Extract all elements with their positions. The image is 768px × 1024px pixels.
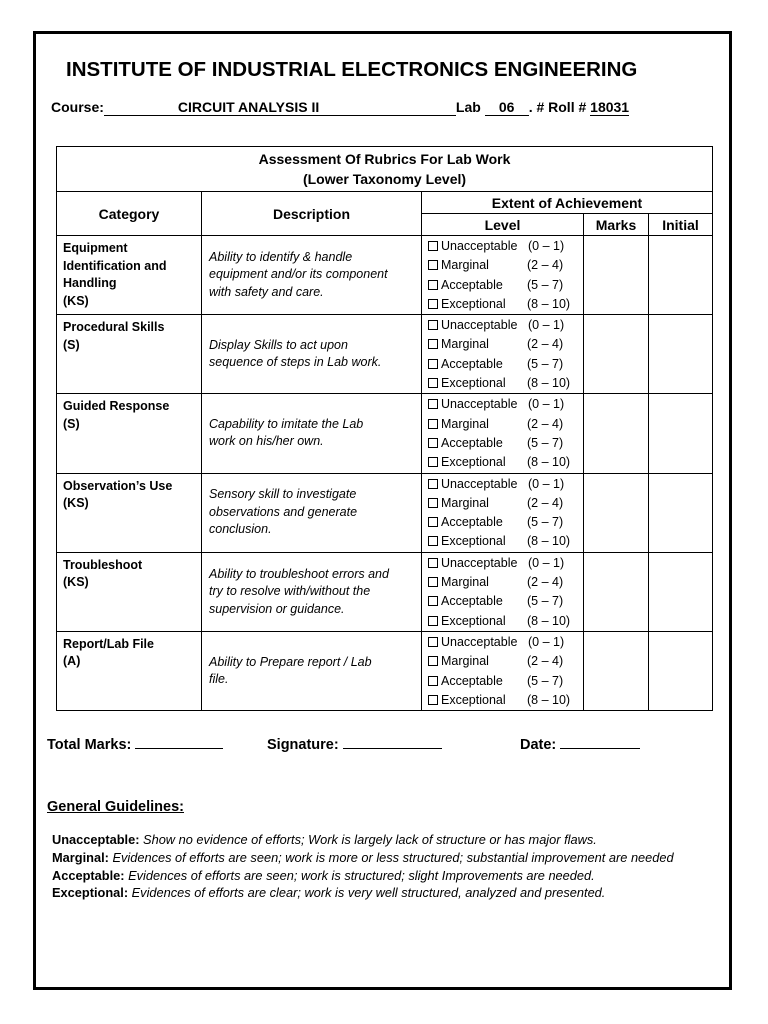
course-line bbox=[51, 99, 629, 116]
level-option[interactable] bbox=[427, 434, 583, 453]
level-range: (8 – 10) bbox=[527, 455, 571, 470]
level-range: (2 – 4) bbox=[527, 337, 564, 352]
guideline-text: Show no evidence of efforts; Work is largely lack of structure or has major flaws. bbox=[139, 832, 597, 847]
col-extent: Extent of Achievement bbox=[422, 192, 713, 214]
guidelines-heading: General Guidelines: bbox=[47, 799, 184, 815]
checkbox-icon[interactable] bbox=[428, 419, 438, 429]
level-range: (2 – 4) bbox=[527, 416, 564, 431]
marks-cell[interactable] bbox=[584, 394, 649, 473]
level-name: Exceptional bbox=[441, 534, 506, 549]
description-cell bbox=[202, 552, 422, 631]
lab-label: Lab bbox=[455, 99, 481, 115]
description-line: Capability to imitate the Lab bbox=[209, 416, 364, 431]
checkbox-icon[interactable] bbox=[428, 498, 438, 508]
date-field[interactable] bbox=[560, 736, 640, 749]
signature-label: Signature: bbox=[267, 737, 339, 753]
level-option[interactable] bbox=[427, 573, 583, 592]
level-range: (5 – 7) bbox=[527, 435, 564, 450]
table-row bbox=[57, 236, 713, 315]
description-cell bbox=[202, 631, 422, 710]
level-name: Unacceptable bbox=[441, 555, 518, 570]
level-option[interactable] bbox=[427, 532, 583, 551]
checkbox-icon[interactable] bbox=[428, 399, 438, 409]
rubric-title-line1: Assessment Of Rubrics For Lab Work bbox=[258, 151, 511, 167]
level-range: (5 – 7) bbox=[527, 673, 564, 688]
date bbox=[520, 736, 640, 753]
checkbox-icon[interactable] bbox=[428, 320, 438, 330]
level-range: (2 – 4) bbox=[527, 575, 564, 590]
level-option[interactable] bbox=[427, 672, 583, 691]
level-option[interactable] bbox=[427, 475, 583, 494]
marks-cell[interactable] bbox=[584, 473, 649, 552]
initial-cell[interactable] bbox=[649, 315, 713, 394]
checkbox-icon[interactable] bbox=[428, 280, 438, 290]
initial-cell[interactable] bbox=[649, 473, 713, 552]
category-line: Equipment bbox=[63, 241, 128, 255]
checkbox-icon[interactable] bbox=[428, 656, 438, 666]
guideline-term: Exceptional: bbox=[52, 885, 129, 901]
level-range: (8 – 10) bbox=[527, 613, 571, 628]
table-row bbox=[57, 473, 713, 552]
level-options bbox=[422, 236, 584, 315]
col-description: Description bbox=[202, 192, 422, 236]
checkbox-icon[interactable] bbox=[428, 536, 438, 546]
category-cell bbox=[57, 394, 202, 473]
level-range: (0 – 1) bbox=[528, 634, 565, 649]
level-option[interactable] bbox=[427, 316, 583, 335]
category-line: (A) bbox=[63, 654, 81, 669]
level-option[interactable] bbox=[427, 335, 583, 354]
level-option[interactable] bbox=[427, 395, 583, 414]
col-initial: Initial bbox=[649, 214, 713, 236]
checkbox-icon[interactable] bbox=[428, 596, 438, 606]
category-line: (KS) bbox=[63, 496, 89, 511]
checkbox-icon[interactable] bbox=[428, 676, 438, 686]
checkbox-icon[interactable] bbox=[428, 299, 438, 309]
level-name: Marginal bbox=[441, 258, 489, 273]
level-option[interactable] bbox=[427, 633, 583, 652]
checkbox-icon[interactable] bbox=[428, 695, 438, 705]
guideline-term: Acceptable: bbox=[52, 867, 125, 883]
level-option[interactable] bbox=[427, 592, 583, 611]
table-row bbox=[57, 631, 713, 710]
guideline-term: Unacceptable: bbox=[52, 832, 140, 847]
level-name: Acceptable bbox=[441, 356, 503, 371]
level-name: Marginal bbox=[441, 337, 489, 352]
description-line: Sensory skill to investigate bbox=[209, 487, 357, 502]
guideline-item bbox=[52, 849, 702, 867]
level-range: (5 – 7) bbox=[527, 277, 564, 292]
table-row bbox=[57, 315, 713, 394]
category-line: Troubleshoot bbox=[63, 557, 143, 572]
marks-cell[interactable] bbox=[584, 236, 649, 315]
signature-field[interactable] bbox=[343, 736, 442, 749]
rubric-table bbox=[56, 146, 713, 711]
description-line: work on his/her own. bbox=[209, 434, 324, 449]
level-options bbox=[422, 631, 584, 710]
rubric-title-line2: (Lower Taxonomy Level) bbox=[302, 171, 467, 187]
level-range: (5 – 7) bbox=[527, 356, 564, 371]
category-cell bbox=[57, 236, 202, 315]
date-label: Date: bbox=[520, 737, 557, 753]
rubric-title bbox=[57, 147, 713, 192]
description-cell bbox=[202, 315, 422, 394]
lab-number[interactable]: 06 bbox=[485, 99, 529, 116]
description-line: sequence of steps in Lab work. bbox=[209, 355, 382, 370]
level-name: Exceptional bbox=[441, 692, 506, 707]
course-value[interactable]: CIRCUIT ANALYSIS II bbox=[104, 99, 456, 116]
level-name: Unacceptable bbox=[441, 476, 518, 491]
checkbox-icon[interactable] bbox=[428, 517, 438, 527]
category-line: Identification and bbox=[63, 258, 167, 273]
level-option[interactable] bbox=[427, 295, 583, 314]
description-cell bbox=[202, 473, 422, 552]
marks-cell[interactable] bbox=[584, 631, 649, 710]
description-line: Display Skills to act upon bbox=[209, 337, 348, 352]
institute-title: INSTITUTE OF INDUSTRIAL ELECTRONICS ENGINEERING bbox=[66, 58, 638, 81]
level-option[interactable] bbox=[427, 256, 583, 275]
level-range: (8 – 10) bbox=[527, 534, 571, 549]
level-name: Marginal bbox=[441, 575, 489, 590]
initial-cell[interactable] bbox=[649, 236, 713, 315]
level-option[interactable] bbox=[427, 494, 583, 513]
category-cell bbox=[57, 473, 202, 552]
guideline-text: Evidences of efforts are seen; work is more or less structured; substantial improvement are needed bbox=[108, 849, 674, 865]
checkbox-icon[interactable] bbox=[428, 339, 438, 349]
checkbox-icon[interactable] bbox=[428, 260, 438, 270]
marks-cell[interactable] bbox=[584, 552, 649, 631]
description-line: Ability to troubleshoot errors and bbox=[209, 566, 389, 581]
description-line: with safety and care. bbox=[209, 284, 324, 299]
level-option[interactable] bbox=[427, 612, 583, 631]
category-cell bbox=[57, 315, 202, 394]
table-row bbox=[57, 394, 713, 473]
checkbox-icon[interactable] bbox=[428, 616, 438, 626]
description-line: file. bbox=[209, 672, 229, 687]
description-line: equipment and/or its component bbox=[209, 267, 388, 282]
checkbox-icon[interactable] bbox=[428, 438, 438, 448]
category-line: Procedural Skills bbox=[63, 320, 165, 335]
level-name: Exceptional bbox=[441, 376, 506, 391]
level-option[interactable] bbox=[427, 415, 583, 434]
level-name: Marginal bbox=[441, 654, 489, 669]
level-name: Unacceptable bbox=[441, 634, 518, 649]
level-name: Unacceptable bbox=[441, 239, 518, 253]
description-line: Ability to identify & handle bbox=[209, 249, 353, 264]
marks-cell[interactable] bbox=[584, 315, 649, 394]
category-cell bbox=[57, 631, 202, 710]
initial-cell[interactable] bbox=[649, 552, 713, 631]
level-name: Unacceptable bbox=[441, 397, 518, 412]
checkbox-icon[interactable] bbox=[428, 457, 438, 467]
level-range: (0 – 1) bbox=[528, 397, 565, 412]
level-options bbox=[422, 315, 584, 394]
level-name: Exceptional bbox=[441, 296, 506, 311]
checkbox-icon[interactable] bbox=[428, 479, 438, 489]
level-range: (0 – 1) bbox=[528, 239, 565, 253]
table-row bbox=[57, 552, 713, 631]
initial-cell[interactable] bbox=[649, 394, 713, 473]
level-range: (5 – 7) bbox=[527, 515, 564, 530]
category-line: (S) bbox=[63, 416, 80, 431]
checkbox-icon[interactable] bbox=[428, 577, 438, 587]
level-name: Exceptional bbox=[441, 455, 506, 470]
guideline-item bbox=[52, 884, 702, 902]
level-options bbox=[422, 473, 584, 552]
category-cell bbox=[57, 552, 202, 631]
level-options bbox=[422, 394, 584, 473]
level-name: Marginal bbox=[441, 416, 489, 431]
level-name: Unacceptable bbox=[441, 318, 518, 333]
level-range: (2 – 4) bbox=[527, 654, 564, 669]
description-line: Ability to Prepare report / Lab bbox=[209, 654, 372, 669]
level-name: Acceptable bbox=[441, 515, 503, 530]
description-line: observations and generate bbox=[209, 504, 358, 519]
level-option[interactable] bbox=[427, 554, 583, 573]
guidelines-list bbox=[52, 831, 702, 902]
total-marks bbox=[47, 736, 223, 753]
description-line: try to resolve with/without the bbox=[209, 584, 371, 599]
checkbox-icon[interactable] bbox=[428, 359, 438, 369]
col-category: Category bbox=[57, 192, 202, 236]
category-line: (S) bbox=[63, 337, 80, 352]
guideline-text: Evidences of efforts are seen; work is structured; slight Improvements are needed. bbox=[124, 867, 595, 883]
description-line: supervision or guidance. bbox=[209, 601, 345, 616]
level-range: (8 – 10) bbox=[527, 376, 571, 391]
category-line: (KS) bbox=[63, 575, 89, 590]
roll-number[interactable]: 18031 bbox=[590, 99, 630, 115]
level-option[interactable] bbox=[427, 652, 583, 671]
col-marks: Marks bbox=[584, 214, 649, 236]
checkbox-icon[interactable] bbox=[428, 241, 438, 251]
level-option[interactable] bbox=[427, 237, 583, 256]
level-option[interactable] bbox=[427, 276, 583, 295]
total-marks-field[interactable] bbox=[135, 736, 223, 749]
level-name: Marginal bbox=[441, 495, 489, 510]
description-cell bbox=[202, 394, 422, 473]
checkbox-icon[interactable] bbox=[428, 637, 438, 647]
checkbox-icon[interactable] bbox=[428, 558, 438, 568]
level-range: (0 – 1) bbox=[528, 555, 565, 570]
total-marks-label: Total Marks: bbox=[47, 737, 132, 753]
level-range: (8 – 10) bbox=[527, 692, 571, 707]
category-line: (KS) bbox=[63, 293, 89, 308]
description-line: conclusion. bbox=[209, 522, 272, 537]
category-line: Report/Lab File bbox=[63, 636, 154, 651]
category-line: Handling bbox=[63, 276, 117, 290]
level-option[interactable] bbox=[427, 453, 583, 472]
guideline-item bbox=[52, 831, 702, 849]
level-range: (0 – 1) bbox=[528, 318, 565, 333]
level-range: (8 – 10) bbox=[527, 296, 571, 311]
level-option[interactable] bbox=[427, 355, 583, 374]
col-level: Level bbox=[422, 214, 584, 236]
level-option[interactable] bbox=[427, 374, 583, 393]
description-cell bbox=[202, 236, 422, 315]
category-line: Observation’s Use bbox=[63, 478, 173, 493]
level-name: Exceptional bbox=[441, 613, 506, 628]
initial-cell[interactable] bbox=[649, 631, 713, 710]
guideline-text: Evidences of efforts are clear; work is very well structured, analyzed and presented. bbox=[128, 885, 606, 901]
level-range: (0 – 1) bbox=[528, 476, 565, 491]
level-name: Acceptable bbox=[441, 435, 503, 450]
guideline-item bbox=[52, 867, 702, 885]
roll-label: . # Roll # bbox=[528, 99, 587, 115]
level-name: Acceptable bbox=[441, 673, 503, 688]
guideline-term: Marginal: bbox=[52, 849, 109, 865]
course-label: Course: bbox=[51, 99, 104, 115]
level-option[interactable] bbox=[427, 691, 583, 710]
checkbox-icon[interactable] bbox=[428, 378, 438, 388]
level-range: (5 – 7) bbox=[527, 594, 564, 609]
level-options bbox=[422, 552, 584, 631]
level-name: Acceptable bbox=[441, 594, 503, 609]
level-name: Acceptable bbox=[441, 277, 503, 292]
level-range: (2 – 4) bbox=[527, 495, 564, 510]
category-line: Guided Response bbox=[63, 399, 170, 414]
level-option[interactable] bbox=[427, 513, 583, 532]
signature bbox=[267, 736, 442, 753]
level-range: (2 – 4) bbox=[527, 258, 564, 273]
